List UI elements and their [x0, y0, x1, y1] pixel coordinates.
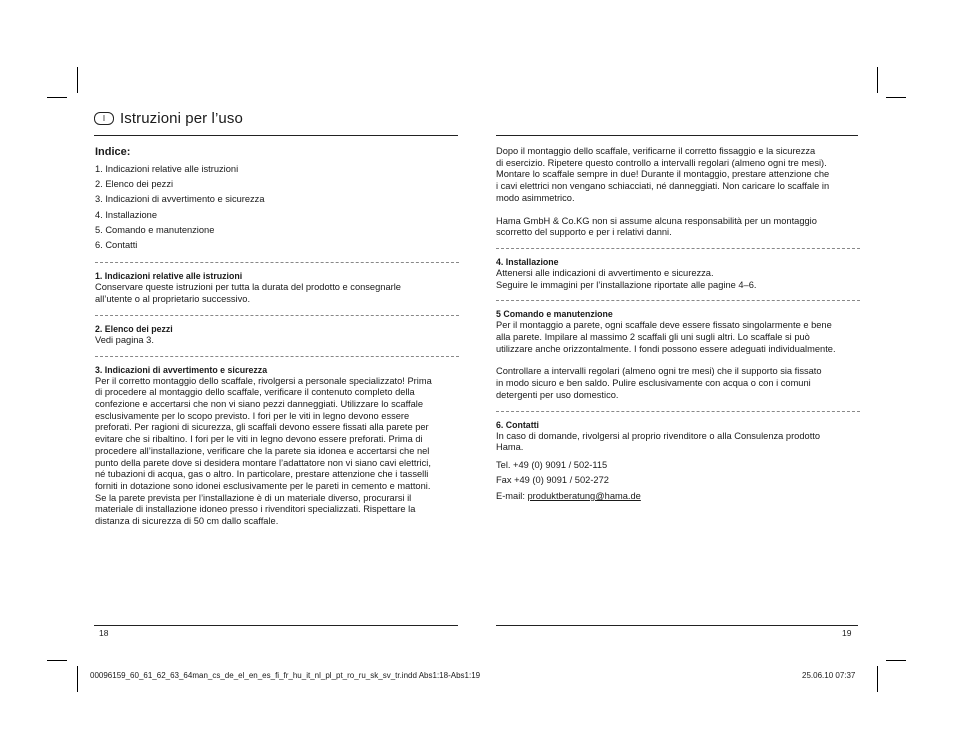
crop-mark	[886, 660, 906, 661]
index-item: 4. Installazione	[95, 209, 158, 220]
right-column	[496, 146, 860, 504]
body-line: detergenti per uso domestico.	[496, 389, 619, 400]
body-line: esclusivamente per lo scopo previsto. I fori per le viti in legno devono essere	[95, 410, 410, 421]
email-line	[496, 489, 860, 505]
email-link[interactable]: produktberatung@hama.de	[527, 490, 641, 501]
dashed-divider	[95, 315, 459, 316]
section-heading: 6. Contatti	[496, 419, 540, 430]
body-line: utilizzare anche orizzontalmente. I fondi possono essere adeguati individualmente.	[496, 343, 836, 354]
crop-mark	[47, 97, 67, 98]
body-line: preforati. Per ragioni di sicurezza, gli scaffali devono essere fissati alla parete per	[95, 422, 429, 433]
section-heading: 1. Indicazioni relative alle istruzioni	[95, 271, 243, 282]
body-line: modo asimmetrico.	[496, 192, 575, 203]
body-line: Per il corretto montaggio dello scaffale, rivolgersi a personale specializzato! Prima	[95, 375, 432, 386]
index-item: 2. Elenco dei pezzi	[95, 179, 174, 189]
body-line: distanza di sicurezza di 50 cm dallo scaffale.	[95, 516, 279, 527]
phone-line: Tel. +49 (0) 9091 / 502-115	[496, 459, 608, 470]
section-heading: 4. Installazione	[496, 256, 559, 267]
top-rule-right	[496, 135, 858, 136]
dashed-divider	[496, 411, 860, 412]
body-line: Controllare a intervalli regolari (almeno ogni tre mesi) che il supporto sia fissato	[496, 366, 822, 377]
body-line: di esercizio. Ripetere questo controllo a intervalli regolari (almeno ogni tre mesi).	[496, 157, 827, 168]
section-heading: 2. Elenco dei pezzi	[95, 323, 173, 334]
page-header	[94, 110, 243, 127]
body-line: all’utente o al proprietario successivo.	[95, 294, 251, 305]
body-line: in modo sicuro e ben saldo. Pulire esclusivamente con acqua o con i comuni	[496, 378, 811, 389]
page-title: Istruzioni per l’uso	[120, 110, 243, 127]
dashed-divider	[496, 248, 860, 249]
body-line: Montare lo scaffale sempre in due! Durante il montaggio, prestare attenzione che	[496, 169, 830, 180]
crop-mark	[77, 67, 78, 93]
dashed-divider	[95, 356, 459, 357]
print-slug-date: 25.06.10 07:37	[802, 671, 856, 680]
body-line: Hama.	[496, 442, 524, 453]
body-line: Conservare queste istruzioni per tutta la durata del prodotto e consegnarle	[95, 282, 401, 293]
index-item: 3. Indicazioni di avvertimento e sicurezza	[95, 194, 265, 205]
body-line: In caso di domande, rivolgersi al proprio rivenditore o alla Consulenza prodotto	[496, 430, 821, 441]
index-item: 5. Comando e manutenzione	[95, 224, 215, 235]
left-column	[95, 147, 459, 528]
body-line: scorretto del supporto e per i relativi danni.	[496, 227, 672, 238]
body-line: procedere all’installazione, verificare che la parete sia idonea e accertarsi che nel	[95, 445, 430, 456]
crop-mark	[47, 660, 67, 661]
bottom-rule-left	[94, 625, 458, 626]
crop-mark	[77, 666, 78, 692]
body-line: Hama GmbH & Co.KG non si assume alcuna responsabilità per un montaggio	[496, 215, 817, 226]
crop-mark	[877, 67, 878, 93]
body-line: evitare che si ribaltino. I fori per le viti in legno devono essere preforati. Prima di	[95, 434, 423, 445]
body-line: né tubazioni di acqua, gas o altro. In particolare, prestare attenzione che i tasselli	[95, 469, 429, 480]
body-line: forniti in dotazione sono idonei esclusivamente per le pareti in cemento e mattoni.	[95, 480, 431, 491]
body-line: i cavi elettrici non vengano schiacciati, né danneggiati. Non caricare lo scaffale in	[496, 181, 830, 192]
bottom-rule-right	[496, 625, 858, 626]
body-line: materiale di installazione idoneo presso i rivenditori specializzati. Rispettare la	[95, 504, 416, 515]
dashed-divider	[95, 262, 459, 263]
email-label: E-mail:	[496, 490, 528, 501]
body-line: confezione e accertarsi che non vi siano pezzi danneggiati. Utilizzare lo scaffale	[95, 399, 423, 409]
body-line: Se la parete prevista per l’installazione è di un materiale diverso, procurarsi il	[95, 492, 412, 503]
crop-mark	[877, 666, 878, 692]
body-line: Per il montaggio a parete, ogni scaffale deve essere fissato singolarmente e bene	[496, 320, 832, 331]
dashed-divider	[496, 300, 860, 301]
body-line: alla parete. Impilare al massimo 2 scaffali gli uni sugli altri. Lo scaffale si può	[496, 332, 810, 343]
page-number-left: 18	[99, 628, 109, 638]
section-heading: 5 Comando e manutenzione	[496, 309, 613, 320]
section-heading: 3. Indicazioni di avvertimento e sicurezza	[95, 364, 268, 375]
page-number-right: 19	[842, 628, 852, 638]
top-rule-left	[94, 135, 458, 136]
body-line: Dopo il montaggio dello scaffale, verificarne il corretto fissaggio e la sicurezza	[496, 146, 816, 156]
print-slug-file: 00096159_60_61_62_63_64man_cs_de_el_en_es_fi_fr_hu_it_nl_pl_pt_ro_ru_sk_sv_tr.indd Abs1:18-Abs1:19	[90, 671, 481, 680]
body-line: Seguire le immagini per l’installazione riportate alle pagine 4–6.	[496, 279, 757, 290]
language-badge: I	[94, 112, 114, 125]
crop-mark	[886, 97, 906, 98]
fax-line: Fax +49 (0) 9091 / 502-272	[496, 475, 609, 486]
body-line: di procedere al montaggio dello scaffale, verificare il contenuto completo della	[95, 387, 415, 398]
index-item: 1. Indicazioni relative alle istruzioni	[95, 163, 239, 174]
body-line: Attenersi alle indicazioni di avvertimento e sicurezza.	[496, 267, 714, 278]
body-line: Vedi pagina 3.	[95, 334, 154, 345]
index-heading: Indice:	[95, 146, 131, 158]
index-item: 6. Contatti	[95, 240, 138, 251]
body-line: punto della parete dove si desidera montare l’adattatore non vi siano cavi elettrici,	[95, 457, 431, 468]
